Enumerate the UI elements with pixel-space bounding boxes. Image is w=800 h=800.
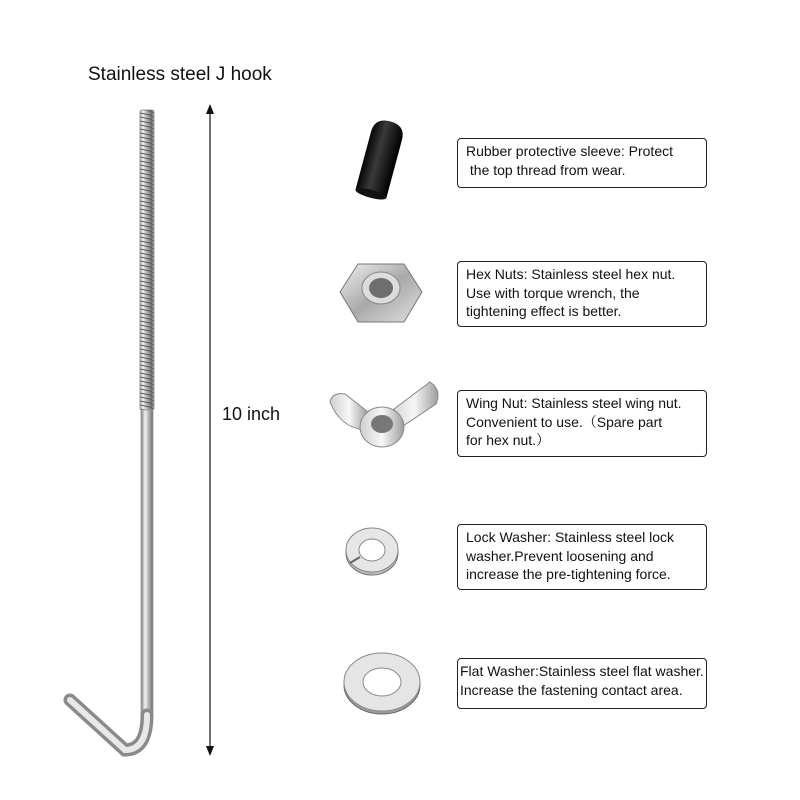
description-line: the top thread from wear.: [466, 161, 626, 178]
flat-washer-description: [457, 658, 707, 709]
flat-washer-image: [320, 638, 440, 728]
wing-nut-image: [320, 372, 440, 462]
description-line: Increase the fastening contact area.: [460, 681, 683, 698]
description-line: Hex Nuts: Stainless steel hex nut.: [466, 266, 676, 282]
product-title: Stainless steel J hook: [88, 64, 272, 85]
description-line: washer.Prevent loosening and: [466, 547, 654, 564]
description-line: Lock Washer: Stainless steel lock: [466, 529, 675, 545]
rubber-sleeve-image: [320, 115, 440, 205]
description-line: Flat Washer:Stainless steel flat washer.: [460, 663, 704, 679]
lock-washer-image: [320, 505, 440, 595]
lock-washer-description: [457, 524, 707, 590]
j-hook-image: [40, 100, 190, 760]
description-line: Use with torque wrench, the: [466, 284, 640, 301]
dimension-label: 10 inch: [222, 404, 281, 424]
dimension-line: [195, 100, 225, 760]
description-line: for hex nut.）: [466, 432, 551, 448]
description-line: Rubber protective sleeve: Protect: [466, 143, 673, 159]
wing-nut-description: [457, 390, 707, 457]
hex-nut-image: [320, 252, 440, 342]
hex-nut-description: [457, 261, 707, 327]
description-line: Wing Nut: Stainless steel wing nut.: [466, 395, 682, 411]
description-line: tightening effect is better.: [466, 303, 622, 319]
rubber-sleeve-description: [457, 138, 707, 188]
description-line: Convenient to use.（Spare part: [466, 413, 663, 430]
description-line: increase the pre-tightening force.: [466, 566, 671, 582]
